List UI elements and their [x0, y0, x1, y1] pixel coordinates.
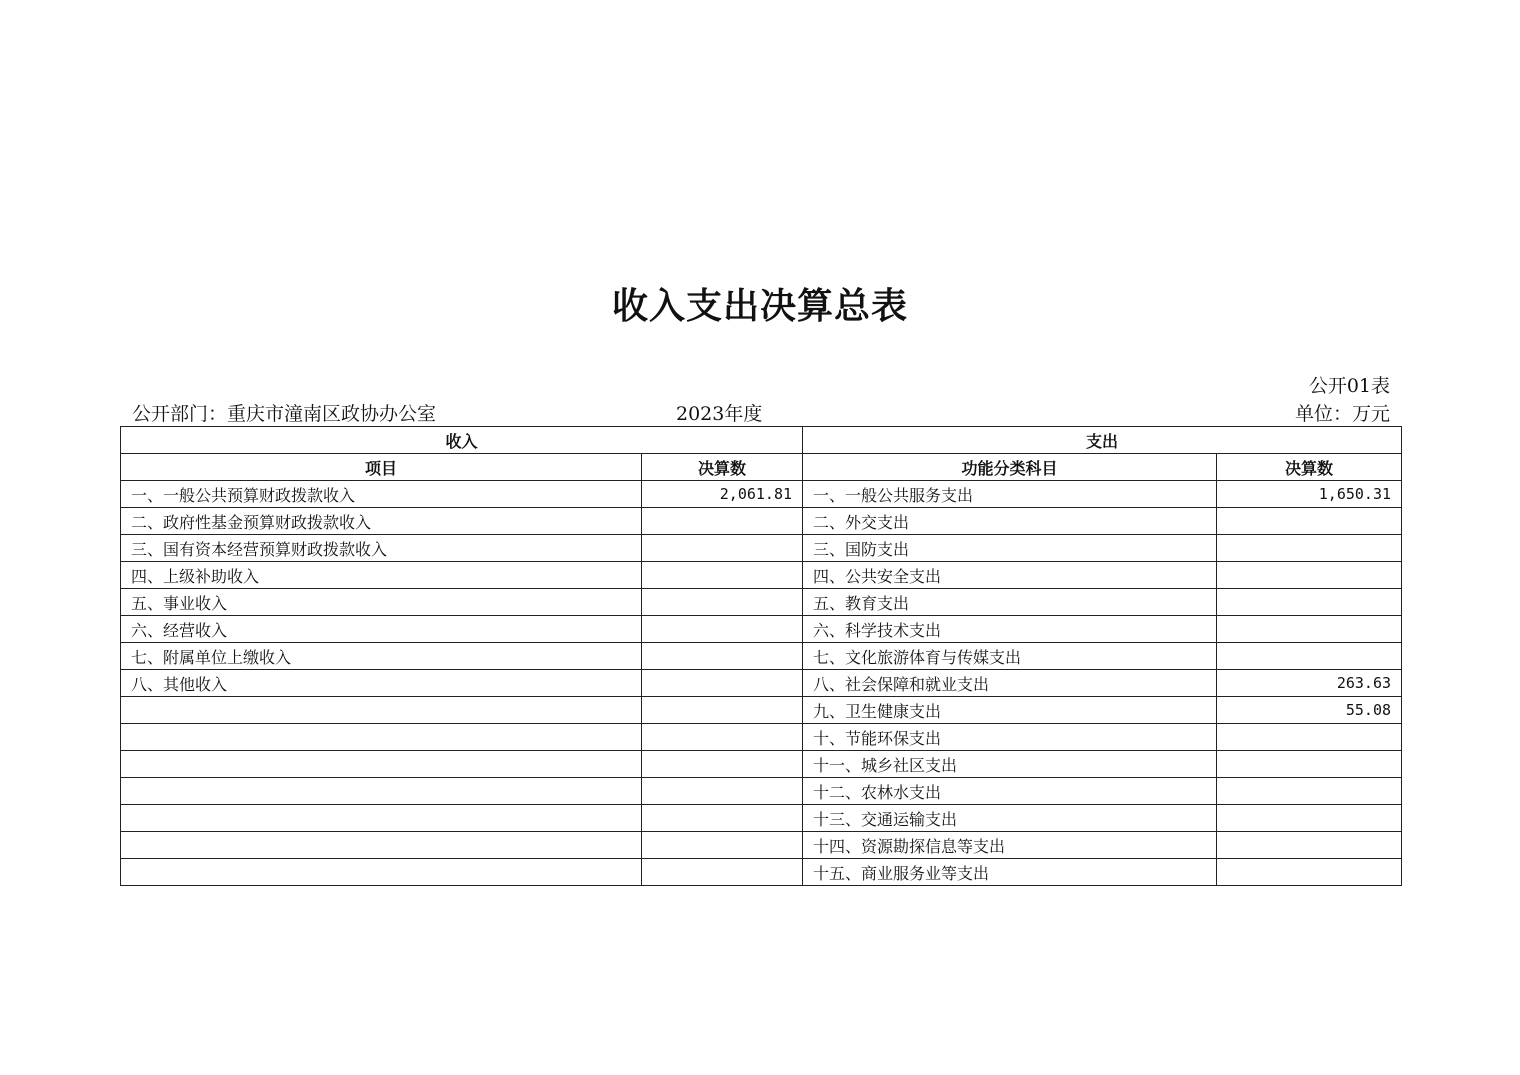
table-row [121, 778, 1402, 805]
expenditure-amount-cell [1217, 832, 1402, 859]
expenditure-amount-cell: 263.63 [1217, 670, 1402, 697]
table-row [121, 670, 1402, 697]
income-amount-cell [642, 535, 803, 562]
expenditure-amount-cell [1217, 643, 1402, 670]
column-header-row [121, 454, 1402, 481]
expenditure-item-cell: 五、教育支出 [803, 589, 1217, 616]
page-title: 收入支出决算总表 [611, 286, 908, 327]
table-row [121, 562, 1402, 589]
income-amount-cell [642, 697, 803, 724]
income-amount-cell [642, 508, 803, 535]
income-item-cell: 一、一般公共预算财政拨款收入 [121, 481, 642, 508]
expenditure-amount-cell [1217, 724, 1402, 751]
income-item-cell [121, 697, 642, 724]
expenditure-item-cell: 四、公共安全支出 [803, 562, 1217, 589]
income-item-cell: 八、其他收入 [121, 670, 642, 697]
expenditure-amount-column-header: 决算数 [1217, 454, 1402, 481]
income-section-header: 收入 [121, 427, 803, 454]
income-amount-cell [642, 589, 803, 616]
income-item-cell [121, 805, 642, 832]
income-item-cell: 五、事业收入 [121, 589, 642, 616]
expenditure-amount-cell [1217, 535, 1402, 562]
expenditure-item-cell: 十四、资源勘探信息等支出 [803, 832, 1217, 859]
income-amount-cell [642, 859, 803, 886]
summary-table [120, 426, 1402, 886]
table-row [121, 481, 1402, 508]
expenditure-amount-cell: 55.08 [1217, 697, 1402, 724]
department-label: 公开部门：重庆市潼南区政协办公室 [132, 403, 437, 425]
fiscal-year-label: 2023年度 [676, 403, 763, 425]
function-category-column-header: 功能分类科目 [803, 454, 1217, 481]
income-amount-cell [642, 805, 803, 832]
income-item-cell [121, 751, 642, 778]
expenditure-item-cell: 二、外交支出 [803, 508, 1217, 535]
income-item-cell [121, 859, 642, 886]
expenditure-item-cell: 一、一般公共服务支出 [803, 481, 1217, 508]
table-row [121, 832, 1402, 859]
expenditure-item-cell: 六、科学技术支出 [803, 616, 1217, 643]
table-row [121, 724, 1402, 751]
expenditure-amount-cell [1217, 859, 1402, 886]
income-amount-cell [642, 751, 803, 778]
income-amount-cell [642, 562, 803, 589]
income-item-cell: 六、经营收入 [121, 616, 642, 643]
expenditure-amount-cell [1217, 589, 1402, 616]
income-item-cell: 三、国有资本经营预算财政拨款收入 [121, 535, 642, 562]
table-row [121, 643, 1402, 670]
income-item-cell: 二、政府性基金预算财政拨款收入 [121, 508, 642, 535]
income-amount-cell [642, 616, 803, 643]
expenditure-item-cell: 十三、交通运输支出 [803, 805, 1217, 832]
income-amount-cell [642, 778, 803, 805]
table-row [121, 805, 1402, 832]
income-amount-cell [642, 832, 803, 859]
section-header-row [121, 427, 1402, 454]
income-item-cell [121, 832, 642, 859]
table-row [121, 751, 1402, 778]
income-amount-cell [642, 670, 803, 697]
expenditure-amount-cell: 1,650.31 [1217, 481, 1402, 508]
table-row [121, 535, 1402, 562]
table-body [121, 481, 1402, 886]
table-code: 公开01表 [1308, 375, 1390, 397]
expenditure-item-cell: 七、文化旅游体育与传媒支出 [803, 643, 1217, 670]
table-row [121, 589, 1402, 616]
income-item-cell: 七、附属单位上缴收入 [121, 643, 642, 670]
expenditure-item-cell: 八、社会保障和就业支出 [803, 670, 1217, 697]
expenditure-item-cell: 十五、商业服务业等支出 [803, 859, 1217, 886]
table-row [121, 697, 1402, 724]
income-amount-cell [642, 724, 803, 751]
expenditure-item-cell: 十二、农林水支出 [803, 778, 1217, 805]
expenditure-amount-cell [1217, 805, 1402, 832]
expenditure-amount-cell [1217, 778, 1402, 805]
income-item-cell: 四、上级补助收入 [121, 562, 642, 589]
income-amount-column-header: 决算数 [642, 454, 803, 481]
income-item-cell [121, 724, 642, 751]
unit-label: 单位：万元 [1294, 403, 1390, 425]
expenditure-amount-cell [1217, 751, 1402, 778]
expenditure-amount-cell [1217, 562, 1402, 589]
expenditure-item-cell: 十一、城乡社区支出 [803, 751, 1217, 778]
expenditure-amount-cell [1217, 508, 1402, 535]
expenditure-item-cell: 三、国防支出 [803, 535, 1217, 562]
expenditure-item-cell: 十、节能环保支出 [803, 724, 1217, 751]
income-amount-cell [642, 643, 803, 670]
expenditure-amount-cell [1217, 616, 1402, 643]
income-amount-cell: 2,061.81 [642, 481, 803, 508]
table-row [121, 508, 1402, 535]
income-item-cell [121, 778, 642, 805]
table-row [121, 859, 1402, 886]
expenditure-section-header: 支出 [803, 427, 1402, 454]
table-row [121, 616, 1402, 643]
item-column-header: 项目 [121, 454, 642, 481]
expenditure-item-cell: 九、卫生健康支出 [803, 697, 1217, 724]
